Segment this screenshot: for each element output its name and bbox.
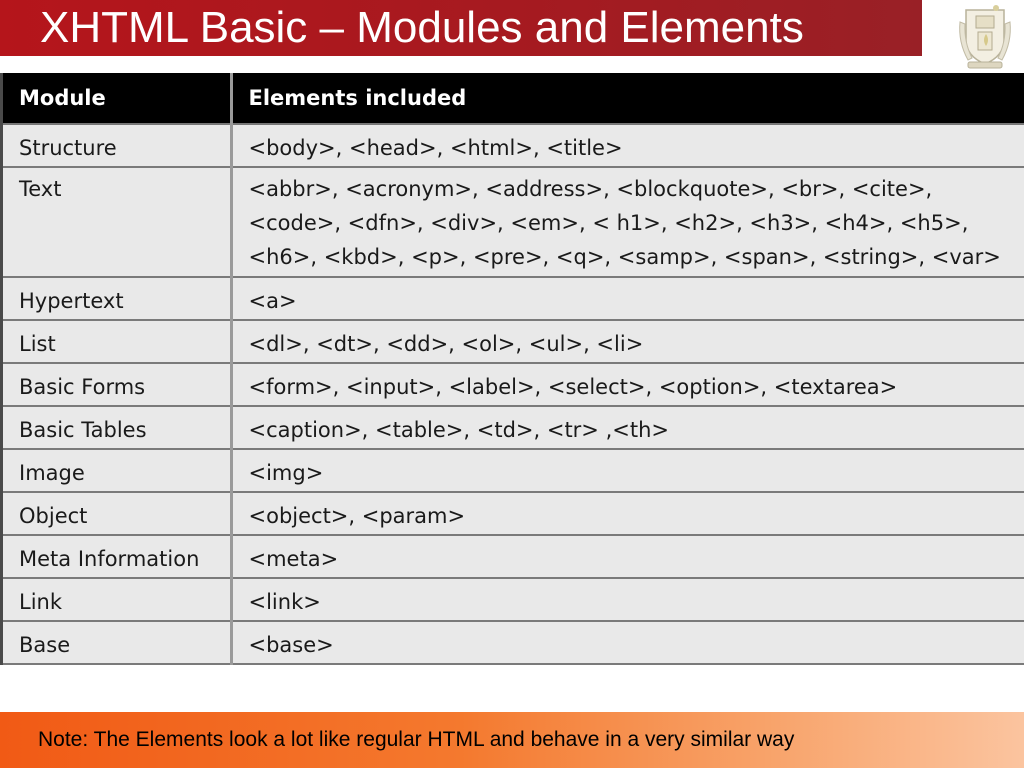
module-cell: Image xyxy=(3,449,231,492)
table-row xyxy=(3,406,1024,449)
table-row xyxy=(3,277,1024,320)
elements-cell: <object>, <param> xyxy=(231,492,1024,535)
module-cell: Hypertext xyxy=(3,277,231,320)
module-cell: Text xyxy=(3,167,231,277)
table-row xyxy=(3,449,1024,492)
module-cell: List xyxy=(3,320,231,363)
elements-cell: <dl>, <dt>, <dd>, <ol>, <ul>, <li> xyxy=(231,320,1024,363)
table-row xyxy=(3,320,1024,363)
institution-crest-icon xyxy=(956,2,1014,70)
table-row xyxy=(3,535,1024,578)
table-row xyxy=(3,578,1024,621)
elements-cell: <abbr>, <acronym>, <address>, <blockquote>, <br>, <cite>, <code>, <dfn>, <div>, <em>, < h1>, <h2>, <h3>, <h4>, <h5>, <h6>, <kbd>, <p>, <pre>, <q>, <samp>, <span>, <string>, <var> xyxy=(231,167,1024,277)
elements-cell: <base> xyxy=(231,621,1024,664)
modules-table-container xyxy=(0,73,1024,665)
table-row xyxy=(3,492,1024,535)
elements-cell: <form>, <input>, <label>, <select>, <option>, <textarea> xyxy=(231,363,1024,406)
table-row xyxy=(3,167,1024,277)
elements-cell: <a> xyxy=(231,277,1024,320)
elements-cell: <meta> xyxy=(231,535,1024,578)
footer-note: Note: The Elements look a lot like regular HTML and behave in a very similar way xyxy=(0,712,1024,768)
table-row xyxy=(3,621,1024,664)
elements-cell: <link> xyxy=(231,578,1024,621)
header-elements-included: Elements included xyxy=(231,73,1024,124)
module-cell: Object xyxy=(3,492,231,535)
header-module: Module xyxy=(3,73,231,124)
module-cell: Basic Forms xyxy=(3,363,231,406)
elements-cell: <caption>, <table>, <td>, <tr> ,<th> xyxy=(231,406,1024,449)
module-cell: Structure xyxy=(3,124,231,167)
module-cell: Base xyxy=(3,621,231,664)
slide-title: XHTML Basic – Modules and Elements xyxy=(0,0,922,56)
module-cell: Basic Tables xyxy=(3,406,231,449)
module-cell: Link xyxy=(3,578,231,621)
table-header-row xyxy=(3,73,1024,124)
elements-cell: <body>, <head>, <html>, <title> xyxy=(231,124,1024,167)
table-row xyxy=(3,363,1024,406)
modules-table xyxy=(3,73,1024,665)
table-row xyxy=(3,124,1024,167)
module-cell: Meta Information xyxy=(3,535,231,578)
elements-cell: <img> xyxy=(231,449,1024,492)
